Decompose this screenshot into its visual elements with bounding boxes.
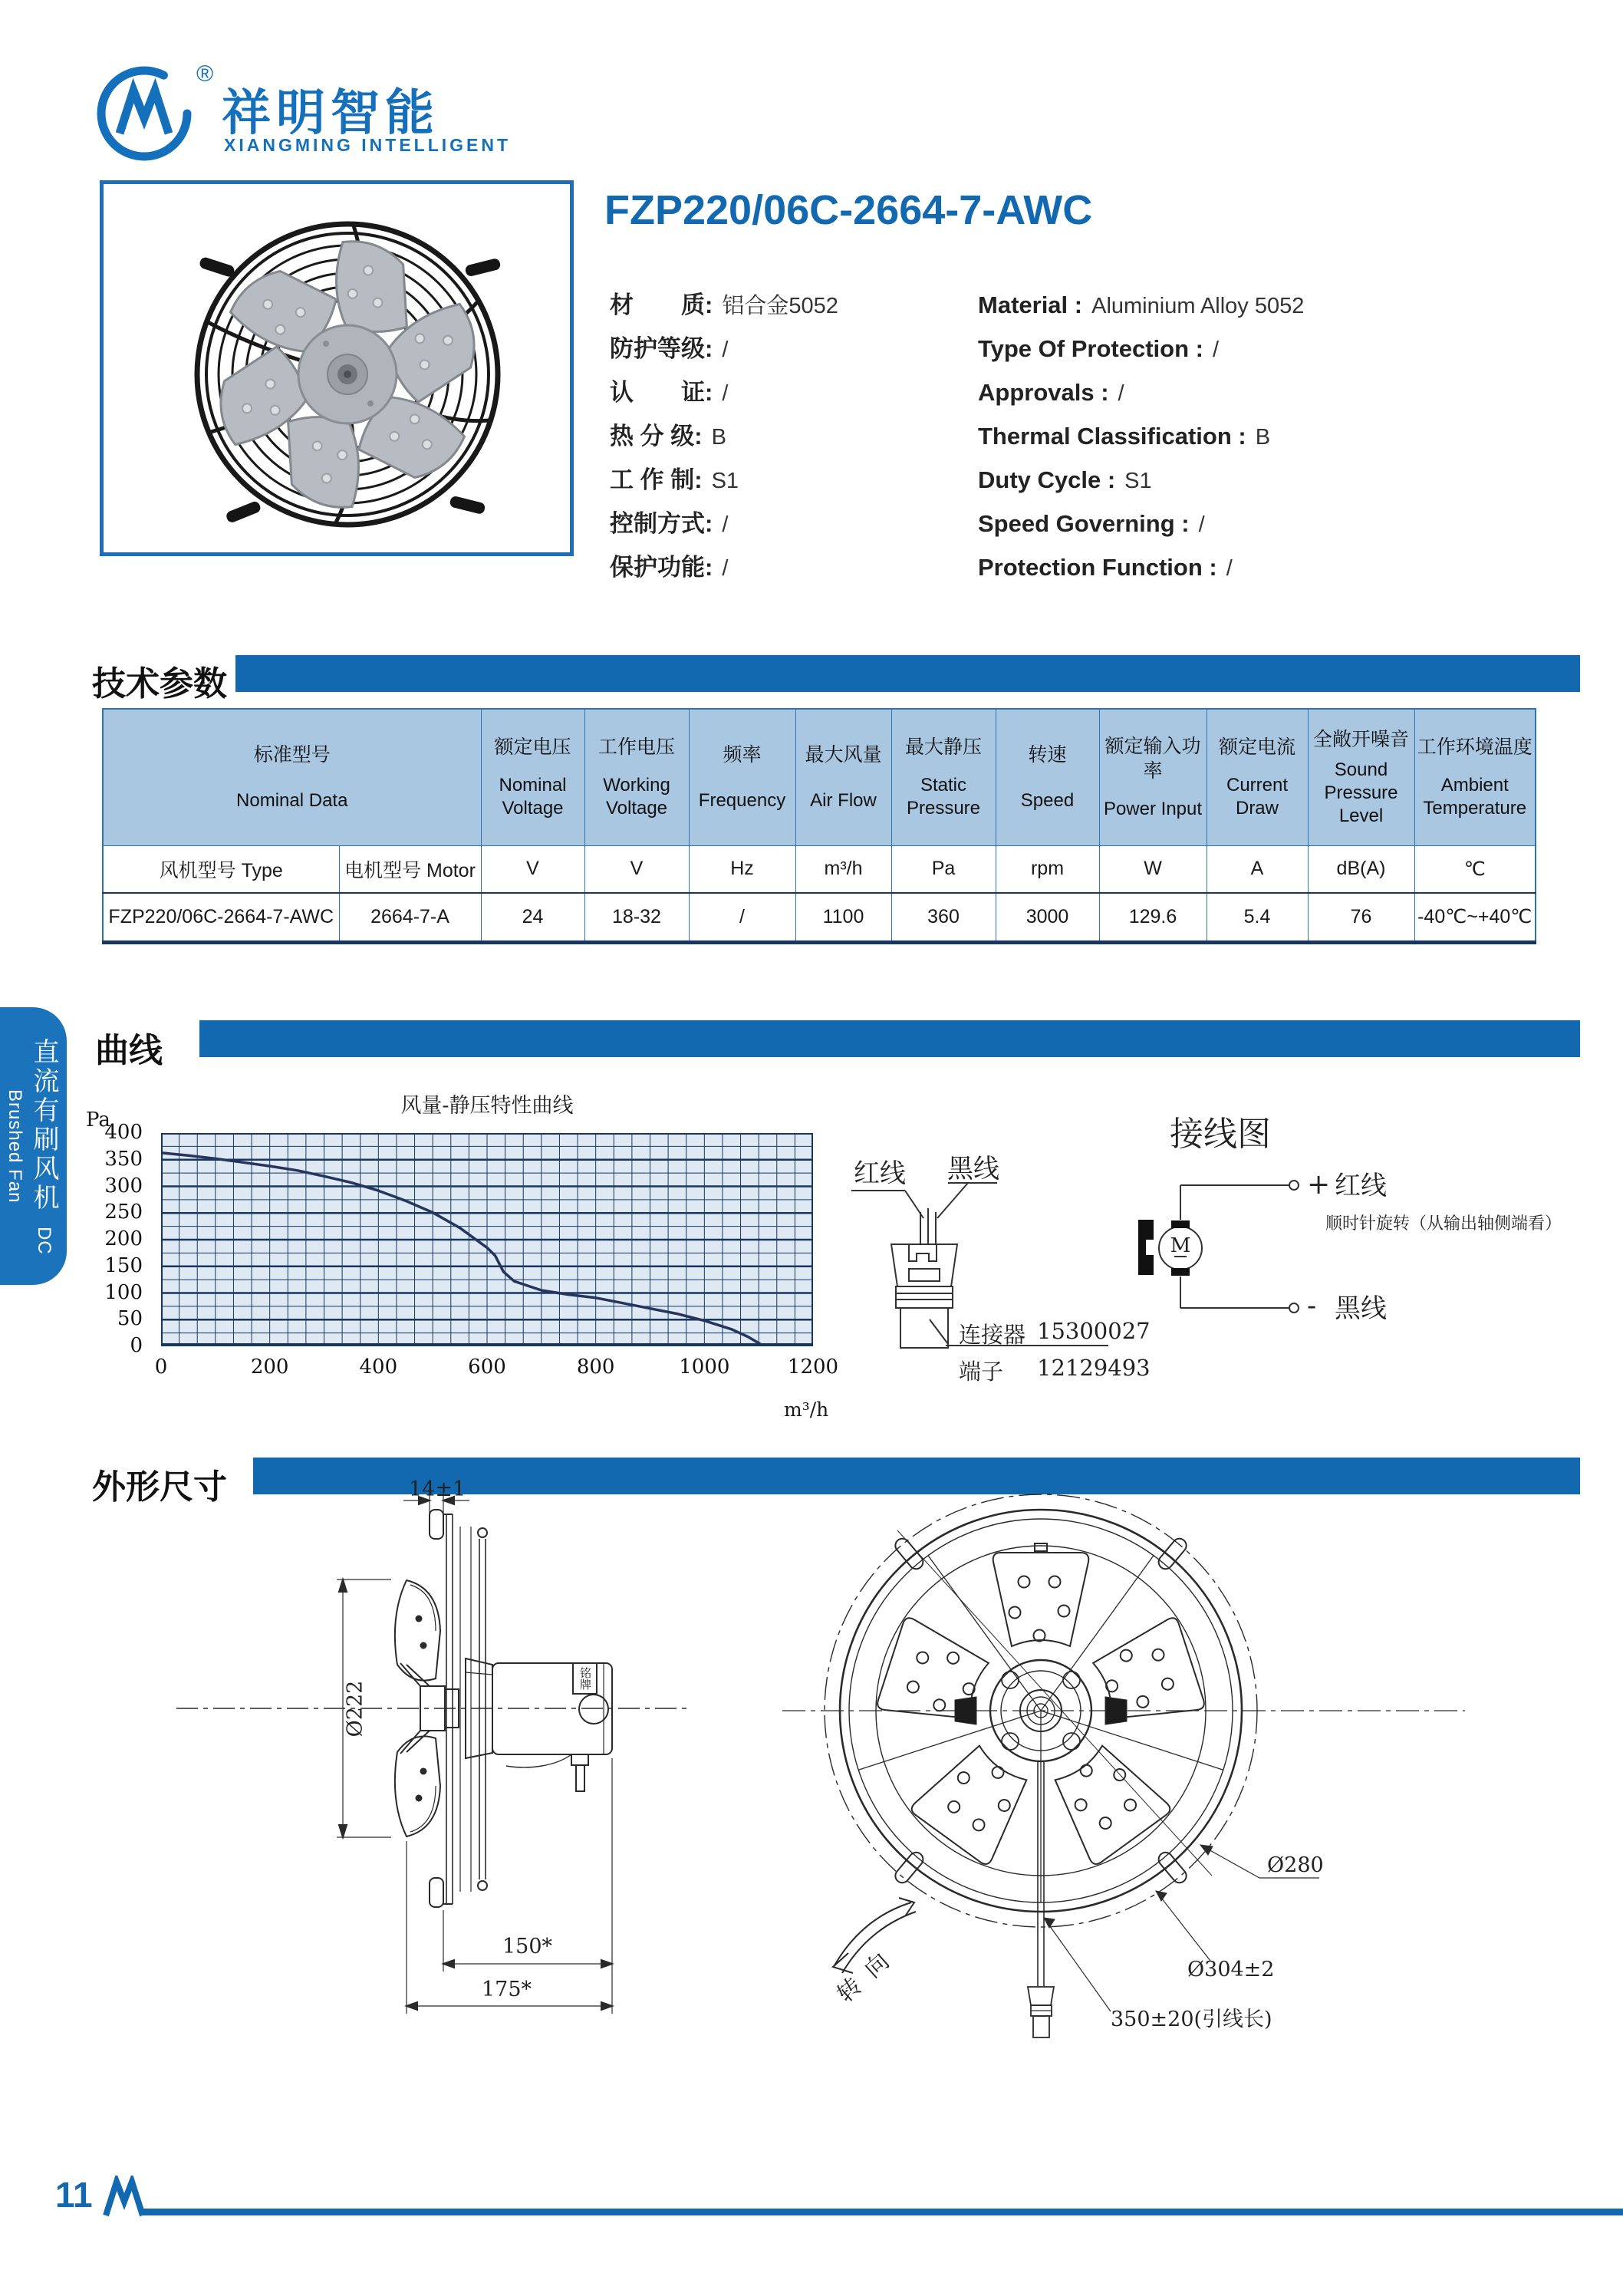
plus-terminal-sign: + [1307,1169,1331,1201]
brand-name-en: XIANGMING INTELLIGENT [224,135,512,155]
sidebar-category-tab [0,1007,67,1285]
dim-label-lead-length: 350±20(引线长) [1111,2008,1272,2031]
y-axis-tick: 0 [130,1334,143,1357]
spec-en-label: Material : [978,292,1083,318]
spec-en-value: / [1212,338,1220,362]
spec-en-label: Protection Function : [978,554,1217,581]
th-en: Working Voltage [603,774,670,819]
th-cn: 工作电压 [598,736,675,758]
dim-label-impeller-dia: Ø222 [343,1680,367,1738]
x-axis-tick: 400 [359,1356,398,1379]
th-en: Nominal Voltage [499,774,567,819]
y-axis-tick: 300 [104,1174,143,1197]
chart-plot-area [161,1133,813,1346]
unit-cell: 电机型号 Motor [339,845,481,893]
minus-terminal-sign: - [1307,1290,1317,1322]
th-en: Frequency [698,789,786,811]
footer-divider-line [140,2209,1623,2215]
unit-cell: Pa [891,845,996,893]
front-view-drawing [782,1458,1473,2148]
y-axis-tick: 400 [104,1121,143,1144]
chart-ylabel: Pa [86,1108,110,1132]
y-axis-tick: 350 [104,1147,143,1171]
section-bar-curve [199,1020,1580,1057]
unit-cell: ℃ [1414,845,1536,893]
th-cn: 工作环境温度 [1417,736,1532,758]
dim-label-outer-dia: Ø304±2 [1187,1958,1275,1981]
y-axis-tick: 250 [104,1201,143,1224]
side-view-drawing [176,1481,698,2071]
spec-en-value: / [1118,381,1124,406]
tech-params-table [102,708,1536,944]
spec-en-label: Type Of Protection : [978,335,1203,362]
th-cn: 全敞开噪音 [1312,728,1409,750]
th-cn: 转速 [1028,743,1067,766]
th-cn: 频率 [723,743,762,766]
data-cell-airflow: 1100 [795,893,891,942]
brand-logo-icon [91,55,221,170]
brand-name-cn: 祥明智能 [222,85,439,140]
unit-cell: V [584,845,689,893]
fan-product-photo [104,184,570,552]
spec-row-material [610,285,1615,329]
spec-row-duty [610,460,1615,504]
nameplate-label: 铭牌 [578,1667,591,1690]
x-axis-tick: 0 [154,1356,168,1379]
dimension-drawing-side-view [176,1477,698,2071]
rotation-note: 顺时针旋转（从输出轴侧端看） [1325,1214,1562,1233]
red-wire-label: 红线 [854,1159,906,1188]
spec-cn-label: 材 质: [610,292,713,318]
plus-wire-label: 红线 [1335,1171,1387,1201]
th-nominal-voltage [481,709,584,845]
dim-label-top-width: 14±1 [409,1477,466,1501]
page-number: 11 [55,2175,93,2215]
th-en: Current Draw [1226,774,1289,819]
th-working-voltage [584,709,689,845]
section-title-curve: 曲线 [95,1032,163,1069]
unit-cell: A [1207,845,1308,893]
spec-en-value: B [1255,425,1271,450]
spec-en-value: S1 [1124,469,1152,493]
x-axis-tick: 1000 [679,1356,730,1379]
product-photo-frame [100,180,574,556]
data-cell-nominal-voltage: 24 [481,893,584,942]
sidebar-text-cn: 直流有刷风机 [29,1037,58,1213]
data-cell-speed: 3000 [996,893,1099,942]
terminal-label: 端子 [959,1360,1004,1385]
section-title-tech-params: 技术参数 [92,665,227,703]
th-en: Power Input [1103,798,1203,819]
spec-en-value: Aluminium Alloy 5052 [1091,294,1305,318]
th-air-flow [795,709,891,845]
spec-cn-label: 工 作 制: [610,466,703,493]
x-axis-tick: 600 [468,1356,506,1379]
table-data-row [103,893,1536,942]
spec-cn-value: / [722,512,729,537]
unit-cell: rpm [996,845,1099,893]
product-model-title: FZP220/06C-2664-7-AWC [604,187,1093,233]
spec-cn-label: 认 证: [610,379,713,406]
spec-cn-label: 热 分 级: [610,423,703,450]
spec-cn-label: 防护等级: [610,335,713,362]
spec-en-label: Approvals : [978,379,1109,406]
unit-cell: dB(A) [1308,845,1414,893]
minus-wire-label: 黑线 [1335,1294,1387,1323]
dimension-drawing-front-view [782,1458,1473,2148]
th-ambient-temp [1414,709,1536,845]
unit-cell: Hz [689,845,795,893]
table-units-row [103,845,1536,893]
unit-cell: W [1099,845,1207,893]
data-cell-noise: 76 [1308,893,1414,942]
x-axis-tick: 800 [576,1356,615,1379]
motor-symbol: M [1170,1234,1191,1257]
data-cell-motor: 2664-7-A [339,893,481,942]
th-en: Static Pressure [906,774,981,819]
spec-en-value: / [1198,512,1205,537]
x-axis-tick: 1200 [787,1356,839,1379]
spec-en-label: Speed Governing : [978,510,1190,537]
data-cell-current: 5.4 [1207,893,1308,942]
dim-label-motor-depth: 150* [502,1935,553,1958]
spec-row-speed-governing [610,504,1615,548]
spec-cn-label: 控制方式: [610,510,713,537]
table-header-row [103,709,1536,845]
data-cell-static-pressure: 360 [891,893,996,942]
th-cn: 标准型号 [253,743,331,766]
y-axis-tick: 100 [104,1280,143,1304]
x-axis-tick: 200 [250,1356,289,1379]
th-static-pressure [891,709,996,845]
terminal-number: 12129493 [1037,1355,1151,1381]
sidebar-text-en: DC Brushed Fan [5,1089,54,1255]
th-frequency [689,709,795,845]
spec-cn-value: / [722,381,729,406]
registered-mark: ® [196,61,214,87]
sidebar-tab-text [4,1007,63,1285]
spec-en-label: Thermal Classification : [978,423,1246,450]
spec-row-thermal [610,417,1615,460]
th-speed [996,709,1099,845]
black-wire-label: 黑线 [947,1155,999,1184]
data-cell-ambient: -40℃~+40℃ [1414,893,1536,942]
performance-chart [84,1085,859,1446]
th-sound-pressure [1308,709,1414,845]
th-cn: 最大风量 [805,743,882,766]
spec-cn-value: / [722,556,729,581]
th-cn: 额定电流 [1218,736,1295,758]
data-cell-working-voltage: 18-32 [584,893,689,942]
y-axis-tick: 50 [117,1307,143,1331]
data-cell-power: 129.6 [1099,893,1207,942]
th-power-input [1099,709,1207,845]
unit-cell: m³/h [795,845,891,893]
th-en: Sound Pressure Level [1324,759,1398,826]
data-cell-frequency: / [689,893,795,942]
dim-label-bolt-circle: Ø280 [1267,1853,1324,1877]
wiring-diagram [844,1097,1623,1404]
spec-cn-value: / [722,338,729,362]
th-nominal-data [103,709,481,845]
unit-cell: V [481,845,584,893]
spec-cn-label: 保护功能: [610,554,713,581]
section-bar-tech [235,655,1580,692]
unit-cell: 风机型号 Type [103,845,339,893]
dim-label-total-depth: 175* [482,1978,532,2001]
spec-cn-value: 铝合金5052 [722,294,838,318]
spec-en-value: / [1226,556,1233,581]
connector-number: 15300027 [1037,1318,1151,1344]
chart-title: 风量-静压特性曲线 [400,1094,574,1118]
spec-row-protection [610,329,1615,373]
y-axis-tick: 200 [104,1227,143,1250]
spec-row-approvals [610,373,1615,417]
wiring-title: 接线图 [1170,1115,1271,1153]
data-cell-type: FZP220/06C-2664-7-AWC [103,893,339,942]
spec-en-label: Duty Cycle : [978,466,1116,493]
rotation-direction-label: 转向 [832,1939,905,2008]
th-en: Nominal Data [236,789,348,811]
th-en: Air Flow [810,789,877,811]
y-axis-tick: 150 [104,1253,143,1277]
th-current-draw [1207,709,1308,845]
th-en: Speed [1020,789,1075,811]
spec-cn-value: S1 [711,469,739,493]
chart-xlabel: m³/h [784,1398,829,1421]
th-cn: 额定电压 [494,736,571,758]
tech-params-table-wrap [102,708,1535,944]
spec-row-protection-function [610,548,1615,591]
th-cn: 最大静压 [904,736,982,758]
section-title-dimensions: 外形尺寸 [92,1468,227,1506]
spec-cn-value: B [711,425,726,450]
th-en: Ambient Temperature [1423,774,1527,819]
connector-label: 连接器 [959,1323,1026,1348]
th-cn: 额定输入功率 [1104,735,1201,782]
spec-list [610,285,1615,591]
